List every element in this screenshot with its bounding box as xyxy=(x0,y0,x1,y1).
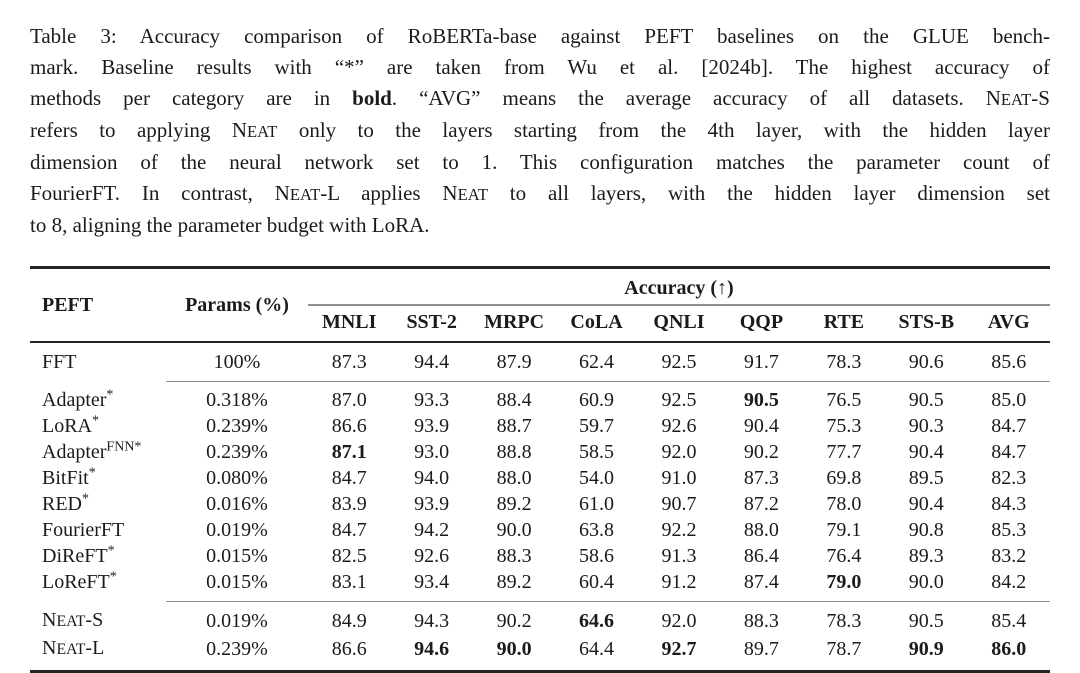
accuracy-value: 93.9 xyxy=(414,415,450,437)
table-header xyxy=(30,268,1050,343)
accuracy-value: 90.7 xyxy=(661,493,697,515)
params-value: 0.019% xyxy=(206,519,268,541)
accuracy-value: 58.5 xyxy=(579,441,615,463)
table-row xyxy=(30,342,1050,382)
accuracy-value: 90.2 xyxy=(743,441,779,463)
accuracy-value: 59.7 xyxy=(579,415,615,437)
accuracy-value: 62.4 xyxy=(579,351,615,373)
table-row xyxy=(30,439,1050,465)
table-row xyxy=(30,602,1050,635)
method-label: Adapter$^{FNN*}$ xyxy=(42,439,142,463)
accuracy-value: 75.3 xyxy=(826,415,862,437)
accuracy-value: 79.1 xyxy=(826,519,862,541)
accuracy-value: 88.7 xyxy=(496,415,532,437)
accuracy-value: 90.8 xyxy=(908,519,944,541)
params-value: 0.239% xyxy=(206,637,268,660)
col-header-params: Params (%) xyxy=(185,293,289,316)
accuracy-value: 93.0 xyxy=(414,441,450,463)
accuracy-value: 87.9 xyxy=(496,351,532,373)
accuracy-value: 86.6 xyxy=(331,637,367,660)
accuracy-value: 90.5 xyxy=(720,382,802,414)
accuracy-value: 78.7 xyxy=(826,637,862,660)
method-label: LoRA* xyxy=(42,413,99,437)
params-value: 0.015% xyxy=(206,571,268,593)
accuracy-value: 94.6 xyxy=(414,637,450,660)
table-row xyxy=(30,517,1050,543)
accuracy-value: 84.2 xyxy=(991,571,1027,593)
accuracy-value: 92.0 xyxy=(661,441,697,463)
accuracy-value: 85.4 xyxy=(968,602,1051,635)
accuracy-value: 82.5 xyxy=(331,545,367,567)
accuracy-value: 86.6 xyxy=(331,415,367,437)
params-value: 0.318% xyxy=(166,382,308,414)
accuracy-value: 91.7 xyxy=(743,351,779,373)
accuracy-value: 89.3 xyxy=(908,545,944,567)
table-row xyxy=(30,465,1050,491)
col-header-sst2: SST-2 xyxy=(406,311,457,333)
accuracy-value: 90.9 xyxy=(908,637,944,660)
col-header-peft: PEFT xyxy=(42,293,94,316)
accuracy-value: 90.5 xyxy=(885,382,967,414)
method-label: FFT xyxy=(42,351,77,374)
params-value: 0.015% xyxy=(206,545,268,567)
method-label: Adapter* xyxy=(42,387,114,411)
table-row xyxy=(30,491,1050,517)
accuracy-value: 90.4 xyxy=(743,415,779,437)
col-header-rte: RTE xyxy=(823,311,865,333)
accuracy-value: 88.3 xyxy=(496,545,532,567)
accuracy-value: 88.3 xyxy=(720,602,802,635)
results-table xyxy=(30,266,1050,673)
accuracy-value: 86.4 xyxy=(743,545,779,567)
accuracy-value: 79.0 xyxy=(826,571,862,593)
col-header-mnli: MNLI xyxy=(321,311,377,333)
method-label: DiReFT* xyxy=(42,543,115,567)
accuracy-value: 63.8 xyxy=(579,519,615,541)
caption-line: refers to applying NEAT only to the layers starting from the 4th layer, with the hidden layer xyxy=(30,118,1050,142)
accuracy-value: 86.0 xyxy=(991,637,1027,660)
accuracy-value: 69.8 xyxy=(826,467,862,489)
method-label: NEAT-S xyxy=(42,608,104,631)
accuracy-value: 84.7 xyxy=(331,467,367,489)
accuracy-value: 93.4 xyxy=(414,571,450,593)
accuracy-value: 93.3 xyxy=(390,382,472,414)
params-value: 0.016% xyxy=(206,493,268,515)
method-label: FourierFT xyxy=(42,519,125,541)
col-header-qnli: QNLI xyxy=(653,311,705,333)
table-row xyxy=(30,569,1050,602)
accuracy-value: 88.0 xyxy=(496,467,532,489)
caption-line: Table 3: Accuracy comparison of RoBERTa-base against PEFT baselines on the GLUE bench- xyxy=(30,24,1050,48)
accuracy-value: 84.7 xyxy=(331,519,367,541)
accuracy-value: 88.8 xyxy=(496,441,532,463)
accuracy-value: 90.4 xyxy=(908,441,944,463)
method-label: BitFit* xyxy=(42,465,96,489)
accuracy-value: 94.3 xyxy=(390,602,472,635)
accuracy-value: 92.6 xyxy=(414,545,450,567)
accuracy-value: 92.6 xyxy=(661,415,697,437)
accuracy-value: 90.2 xyxy=(473,602,555,635)
params-value: 100% xyxy=(213,351,261,373)
accuracy-value: 89.7 xyxy=(743,637,779,660)
accuracy-value: 60.9 xyxy=(555,382,637,414)
col-header-cola: CoLA xyxy=(570,311,623,333)
accuracy-value: 64.6 xyxy=(555,602,637,635)
accuracy-value: 87.3 xyxy=(743,467,779,489)
table-body xyxy=(30,342,1050,671)
caption-line: FourierFT. In contrast, NEAT-L applies NEAT to all layers, with the hidden layer dimension set xyxy=(30,181,1050,205)
params-value: 0.239% xyxy=(206,441,268,463)
accuracy-value: 91.3 xyxy=(661,545,697,567)
accuracy-value: 92.5 xyxy=(661,351,697,373)
accuracy-value: 94.4 xyxy=(414,351,450,373)
caption-line: methods per category are in bold. “AVG” means the average accuracy of all datasets. NEAT-S xyxy=(30,86,1050,110)
accuracy-value: 91.0 xyxy=(661,467,697,489)
accuracy-value: 85.3 xyxy=(991,519,1027,541)
accuracy-value: 89.5 xyxy=(908,467,944,489)
method-label: NEAT-L xyxy=(42,636,105,659)
accuracy-value: 92.0 xyxy=(638,602,720,635)
accuracy-value: 93.9 xyxy=(414,493,450,515)
accuracy-value: 90.0 xyxy=(496,519,532,541)
accuracy-value: 84.3 xyxy=(991,493,1027,515)
accuracy-value: 84.7 xyxy=(991,441,1027,463)
table-caption xyxy=(30,21,1050,241)
accuracy-value: 84.7 xyxy=(991,415,1027,437)
header-row-top xyxy=(30,268,1050,306)
method-label: LoReFT* xyxy=(42,569,117,594)
caption-line: to 8, aligning the parameter budget with LoRA. xyxy=(30,213,430,237)
accuracy-value: 90.0 xyxy=(496,637,532,660)
accuracy-value: 87.4 xyxy=(743,571,779,593)
col-header-mrpc: MRPC xyxy=(484,311,545,333)
accuracy-value: 92.7 xyxy=(661,637,697,660)
accuracy-value: 87.0 xyxy=(308,382,390,414)
accuracy-value: 78.3 xyxy=(826,351,862,373)
accuracy-value: 54.0 xyxy=(579,467,615,489)
accuracy-value: 76.4 xyxy=(826,545,862,567)
accuracy-value: 77.7 xyxy=(826,441,862,463)
params-value: 0.239% xyxy=(206,415,268,437)
accuracy-value: 82.3 xyxy=(991,467,1027,489)
caption-line: dimension of the neural network set to 1. This configuration matches the parameter count of xyxy=(30,150,1050,174)
accuracy-value: 85.6 xyxy=(991,351,1027,373)
col-header-qqp: QQP xyxy=(739,311,784,333)
accuracy-value: 78.0 xyxy=(826,493,862,515)
params-value: 0.080% xyxy=(206,467,268,489)
accuracy-value: 78.3 xyxy=(803,602,885,635)
accuracy-value: 89.2 xyxy=(496,571,532,593)
accuracy-value: 94.2 xyxy=(414,519,450,541)
accuracy-value: 90.5 xyxy=(885,602,967,635)
table-row xyxy=(30,382,1050,414)
accuracy-value: 92.2 xyxy=(661,519,697,541)
accuracy-value: 87.1 xyxy=(331,441,367,463)
accuracy-value: 88.0 xyxy=(743,519,779,541)
accuracy-value: 87.3 xyxy=(331,351,367,373)
table-row xyxy=(30,413,1050,439)
accuracy-value: 83.2 xyxy=(991,545,1027,567)
accuracy-value: 64.4 xyxy=(579,637,615,660)
accuracy-value: 58.6 xyxy=(579,545,615,567)
accuracy-value: 88.4 xyxy=(473,382,555,414)
caption-line: mark. Baseline results with “*” are taken from Wu et al. [2024b]. The highest accuracy of xyxy=(30,55,1050,79)
accuracy-value: 91.2 xyxy=(661,571,697,593)
col-header-accuracy: Accuracy (↑) xyxy=(308,268,1050,306)
accuracy-value: 90.0 xyxy=(908,571,944,593)
accuracy-value: 90.6 xyxy=(908,351,944,373)
accuracy-value: 83.9 xyxy=(331,493,367,515)
accuracy-value: 61.0 xyxy=(579,493,615,515)
accuracy-value: 90.4 xyxy=(908,493,944,515)
accuracy-value: 94.0 xyxy=(414,467,450,489)
accuracy-value: 85.0 xyxy=(968,382,1051,414)
col-header-stsb: STS-B xyxy=(898,311,955,333)
method-label: RED* xyxy=(42,491,89,515)
accuracy-value: 60.4 xyxy=(579,571,615,593)
accuracy-value: 76.5 xyxy=(803,382,885,414)
table-row xyxy=(30,543,1050,569)
accuracy-value: 83.1 xyxy=(331,571,367,593)
accuracy-value: 92.5 xyxy=(638,382,720,414)
col-header-avg: AVG xyxy=(987,311,1030,333)
table-row xyxy=(30,635,1050,672)
accuracy-value: 90.3 xyxy=(908,415,944,437)
accuracy-value: 89.2 xyxy=(496,493,532,515)
accuracy-value: 87.2 xyxy=(743,493,779,515)
params-value: 0.019% xyxy=(166,602,308,635)
accuracy-value: 84.9 xyxy=(308,602,390,635)
